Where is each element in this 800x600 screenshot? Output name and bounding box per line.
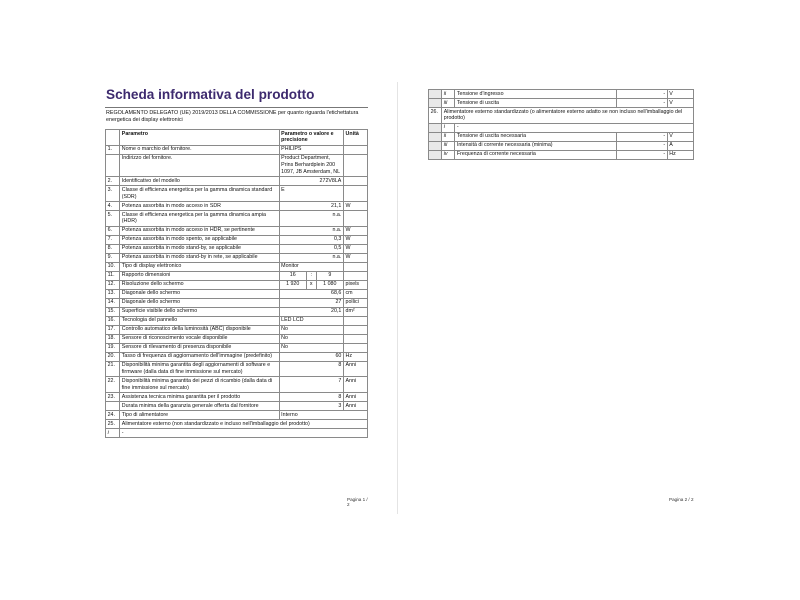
table-row	[106, 393, 368, 402]
product-info-table-body	[106, 130, 368, 438]
row-unit: V	[667, 132, 693, 141]
table-row	[106, 280, 368, 289]
row-label: Disponibilità minima garantita degli aggiornamenti di software e firmware (dalla data di fine immissione sul mercato)	[120, 361, 279, 377]
table-row	[106, 177, 368, 186]
row-label: Tasso di frequenza di aggiornamento dell'immagine (predefinito)	[120, 352, 279, 361]
table-row	[106, 316, 368, 325]
row-value: 3	[279, 402, 343, 411]
row-separator: :	[306, 271, 316, 280]
row-label: Diagonale dello schermo	[120, 289, 279, 298]
row-number-empty	[429, 150, 442, 159]
row-label: Alimentatore esterno standardizzato (o alimentatore esterno adatto se non incluso nell'imballaggio del prodotto)	[442, 107, 694, 123]
regulation-subtitle: REGOLAMENTO DELEGATO (UE) 2019/2013 DELLA COMMISSIONE per quanto riguarda l'etichettatura energetica dei display elettronici	[106, 110, 359, 124]
row-value: 0,3	[279, 235, 343, 244]
row-label: Superficie visibile dello schermo	[120, 307, 279, 316]
row-label: Sensore di riconoscimento vocale disponibile	[120, 334, 279, 343]
row-value: No	[279, 343, 343, 352]
row-unit: Anni	[343, 361, 367, 377]
row-label: Durata minima della garanzia generale offerta dal fornitore	[120, 402, 279, 411]
table-row	[106, 289, 368, 298]
table-row	[106, 361, 368, 377]
row-unit	[343, 145, 367, 154]
row-roman: ii	[442, 90, 455, 99]
table-row	[429, 98, 694, 107]
row-value: -	[455, 123, 694, 132]
row-unit: Anni	[343, 393, 367, 402]
table-row	[429, 150, 694, 159]
table-row	[106, 334, 368, 343]
table-row	[106, 429, 368, 438]
row-number: 20.	[106, 352, 120, 361]
row-unit	[343, 262, 367, 271]
row-roman: iii	[442, 141, 455, 150]
row-number: 9.	[106, 253, 120, 262]
row-number: 23.	[106, 393, 120, 402]
row-label: Controllo automatico della luminosità (ABC) disponibile	[120, 325, 279, 334]
row-label: Potenza assorbita in modo stand-by, se applicabile	[120, 244, 279, 253]
row-number-empty	[429, 123, 442, 132]
row-label: Classe di efficienza energetica per la gamma dinamica standard (SDR)	[120, 186, 279, 202]
row-number-empty	[429, 141, 442, 150]
row-label: Tensione di uscita	[455, 98, 617, 107]
row-unit: V	[667, 90, 693, 99]
table-row	[106, 202, 368, 211]
page-divider	[397, 82, 398, 514]
row-number: 26.	[429, 107, 442, 123]
table-row	[106, 145, 368, 154]
row-value: 272V8LA	[279, 177, 343, 186]
row-label: Potenza assorbita in modo acceso in SDR	[120, 202, 279, 211]
row-unit	[343, 334, 367, 343]
row-number: 4.	[106, 202, 120, 211]
row-number: 17.	[106, 325, 120, 334]
row-separator: x	[306, 280, 316, 289]
row-value-b: 9	[316, 271, 343, 280]
row-value: PHILIPS	[279, 145, 343, 154]
product-info-table	[105, 129, 368, 438]
row-value: 7	[279, 377, 343, 393]
row-number: 2.	[106, 177, 120, 186]
row-number: 11.	[106, 271, 120, 280]
row-unit: W	[343, 235, 367, 244]
power-supply-table	[428, 89, 694, 160]
row-number: 24.	[106, 411, 120, 420]
table-row	[106, 420, 368, 429]
row-number: 6.	[106, 226, 120, 235]
row-value: -	[617, 90, 668, 99]
row-unit: Anni	[343, 402, 367, 411]
row-value: n.a.	[279, 211, 343, 227]
row-value: Product Department, Prins Berhardplein 200 1097, JB Amsterdam, NL	[279, 154, 343, 177]
header-unit: Unità	[343, 130, 367, 146]
row-unit: dm²	[343, 307, 367, 316]
row-unit	[343, 154, 367, 177]
row-number: 15.	[106, 307, 120, 316]
table-row	[106, 377, 368, 393]
document-page-2	[424, 85, 696, 515]
table-row	[106, 244, 368, 253]
row-number: 18.	[106, 334, 120, 343]
table-row	[106, 226, 368, 235]
row-unit: W	[343, 244, 367, 253]
row-label: Tensione di uscita necessaria	[455, 132, 617, 141]
row-roman: i	[442, 123, 455, 132]
row-value: E	[279, 186, 343, 202]
row-number: 13.	[106, 289, 120, 298]
row-unit: pixels	[343, 280, 367, 289]
row-value: Monitor	[279, 262, 343, 271]
row-value: -	[617, 132, 668, 141]
row-label: Indirizzo del fornitore.	[120, 154, 279, 177]
row-number: 1.	[106, 145, 120, 154]
row-number: 10.	[106, 262, 120, 271]
table-row	[106, 411, 368, 420]
row-label: Potenza assorbita in modo spento, se applicabile	[120, 235, 279, 244]
row-label: Potenza assorbita in modo stand-by in rete, se applicabile	[120, 253, 279, 262]
row-unit: W	[343, 202, 367, 211]
row-number: 21.	[106, 361, 120, 377]
row-unit: W	[343, 253, 367, 262]
row-unit: Hz	[667, 150, 693, 159]
row-number-empty	[429, 90, 442, 99]
row-number: 25.	[106, 420, 120, 429]
row-unit: pollici	[343, 298, 367, 307]
table-row	[106, 402, 368, 411]
table-row	[106, 154, 368, 177]
row-label: Diagonale dello schermo	[120, 298, 279, 307]
row-label: Nome o marchio del fornitore.	[120, 145, 279, 154]
table-row	[429, 123, 694, 132]
row-unit	[343, 177, 367, 186]
row-value: 8	[279, 361, 343, 377]
row-number: 5.	[106, 211, 120, 227]
row-label: Tensione d'ingresso	[455, 90, 617, 99]
row-value: 60	[279, 352, 343, 361]
table-row	[106, 352, 368, 361]
table-row	[106, 235, 368, 244]
row-unit	[343, 186, 367, 202]
row-unit	[343, 211, 367, 227]
row-label: Rapporto dimensioni	[120, 271, 279, 280]
row-unit	[343, 343, 367, 352]
table-row	[106, 253, 368, 262]
row-number: 7.	[106, 235, 120, 244]
row-label: Identificativo del modello	[120, 177, 279, 186]
row-value: No	[279, 325, 343, 334]
row-value: 21,1	[279, 202, 343, 211]
row-value: 0,5	[279, 244, 343, 253]
row-value: -	[120, 429, 368, 438]
row-value: n.a.	[279, 226, 343, 235]
row-number: 3.	[106, 186, 120, 202]
row-label: Tecnologia del pannello	[120, 316, 279, 325]
row-roman: iii	[442, 98, 455, 107]
row-roman: i	[106, 429, 120, 438]
row-value: 8	[279, 393, 343, 402]
table-row	[106, 298, 368, 307]
row-number	[106, 402, 120, 411]
table-row	[106, 130, 368, 146]
row-value: -	[617, 141, 668, 150]
row-number: 16.	[106, 316, 120, 325]
document-page-1	[100, 85, 371, 515]
row-value: -	[617, 150, 668, 159]
row-number-empty	[429, 132, 442, 141]
table-row	[106, 307, 368, 316]
row-label: Assistenza tecnica minima garantita per il prodotto	[120, 393, 279, 402]
row-unit: Hz	[343, 352, 367, 361]
row-number: 22.	[106, 377, 120, 393]
row-label: Alimentatore esterno (non standardizzato e incluso nell'imballaggio del prodotto)	[120, 420, 368, 429]
page-number: Pagina 2 / 2	[669, 497, 694, 502]
row-label: Classe di efficienza energetica per la gamma dinamica ampia (HDR)	[120, 211, 279, 227]
row-value: No	[279, 334, 343, 343]
page-number: Pagina 1 / 2	[347, 497, 368, 507]
row-number: 19.	[106, 343, 120, 352]
row-unit: cm	[343, 289, 367, 298]
table-row	[429, 107, 694, 123]
row-value-a: 16	[279, 271, 306, 280]
row-label: Risoluzione dello schermo	[120, 280, 279, 289]
row-value: -	[617, 98, 668, 107]
row-label: Tipo di alimentatore	[120, 411, 279, 420]
row-unit	[343, 325, 367, 334]
header-value: Parametro o valore e precisione	[279, 130, 343, 146]
row-value-a: 1 920	[279, 280, 306, 289]
row-value: LED LCD	[279, 316, 343, 325]
row-value: 68,6	[279, 289, 343, 298]
header-parameter: Parametro	[120, 130, 279, 146]
row-label: Disponibilità minima garantita dei pezzi di ricambio (dalla data di fine immissione sul mercato)	[120, 377, 279, 393]
row-label: Frequenza di corrente necessaria	[455, 150, 617, 159]
row-unit: A	[667, 141, 693, 150]
row-value: 27	[279, 298, 343, 307]
row-label: Potenza assorbita in modo acceso in HDR, se pertinente	[120, 226, 279, 235]
title-underline	[105, 107, 368, 108]
row-unit	[343, 271, 367, 280]
header-number-cell	[106, 130, 120, 146]
row-number-empty	[429, 98, 442, 107]
row-unit	[343, 316, 367, 325]
row-number	[106, 154, 120, 177]
table-row	[429, 90, 694, 99]
row-label: Intensità di corrente necessaria (minima)	[455, 141, 617, 150]
table-row	[106, 271, 368, 280]
row-unit: Anni	[343, 377, 367, 393]
table-row	[429, 132, 694, 141]
table-row	[106, 186, 368, 202]
row-roman: ii	[442, 132, 455, 141]
row-unit: V	[667, 98, 693, 107]
table-row	[106, 262, 368, 271]
table-row	[106, 211, 368, 227]
row-roman: iv	[442, 150, 455, 159]
row-label: Tipo di display elettronico	[120, 262, 279, 271]
row-value: n.a.	[279, 253, 343, 262]
power-supply-table-body	[429, 90, 694, 160]
row-label: Sensore di rilevamento di presenza disponibile	[120, 343, 279, 352]
table-row	[429, 141, 694, 150]
row-number: 8.	[106, 244, 120, 253]
row-value: Interno	[279, 411, 367, 420]
table-row	[106, 343, 368, 352]
row-number: 14.	[106, 298, 120, 307]
table-row	[106, 325, 368, 334]
document-title: Scheda informativa del prodotto	[106, 87, 315, 102]
row-value-b: 1 080	[316, 280, 343, 289]
row-number: 12.	[106, 280, 120, 289]
row-value: 20,1	[279, 307, 343, 316]
row-unit: W	[343, 226, 367, 235]
